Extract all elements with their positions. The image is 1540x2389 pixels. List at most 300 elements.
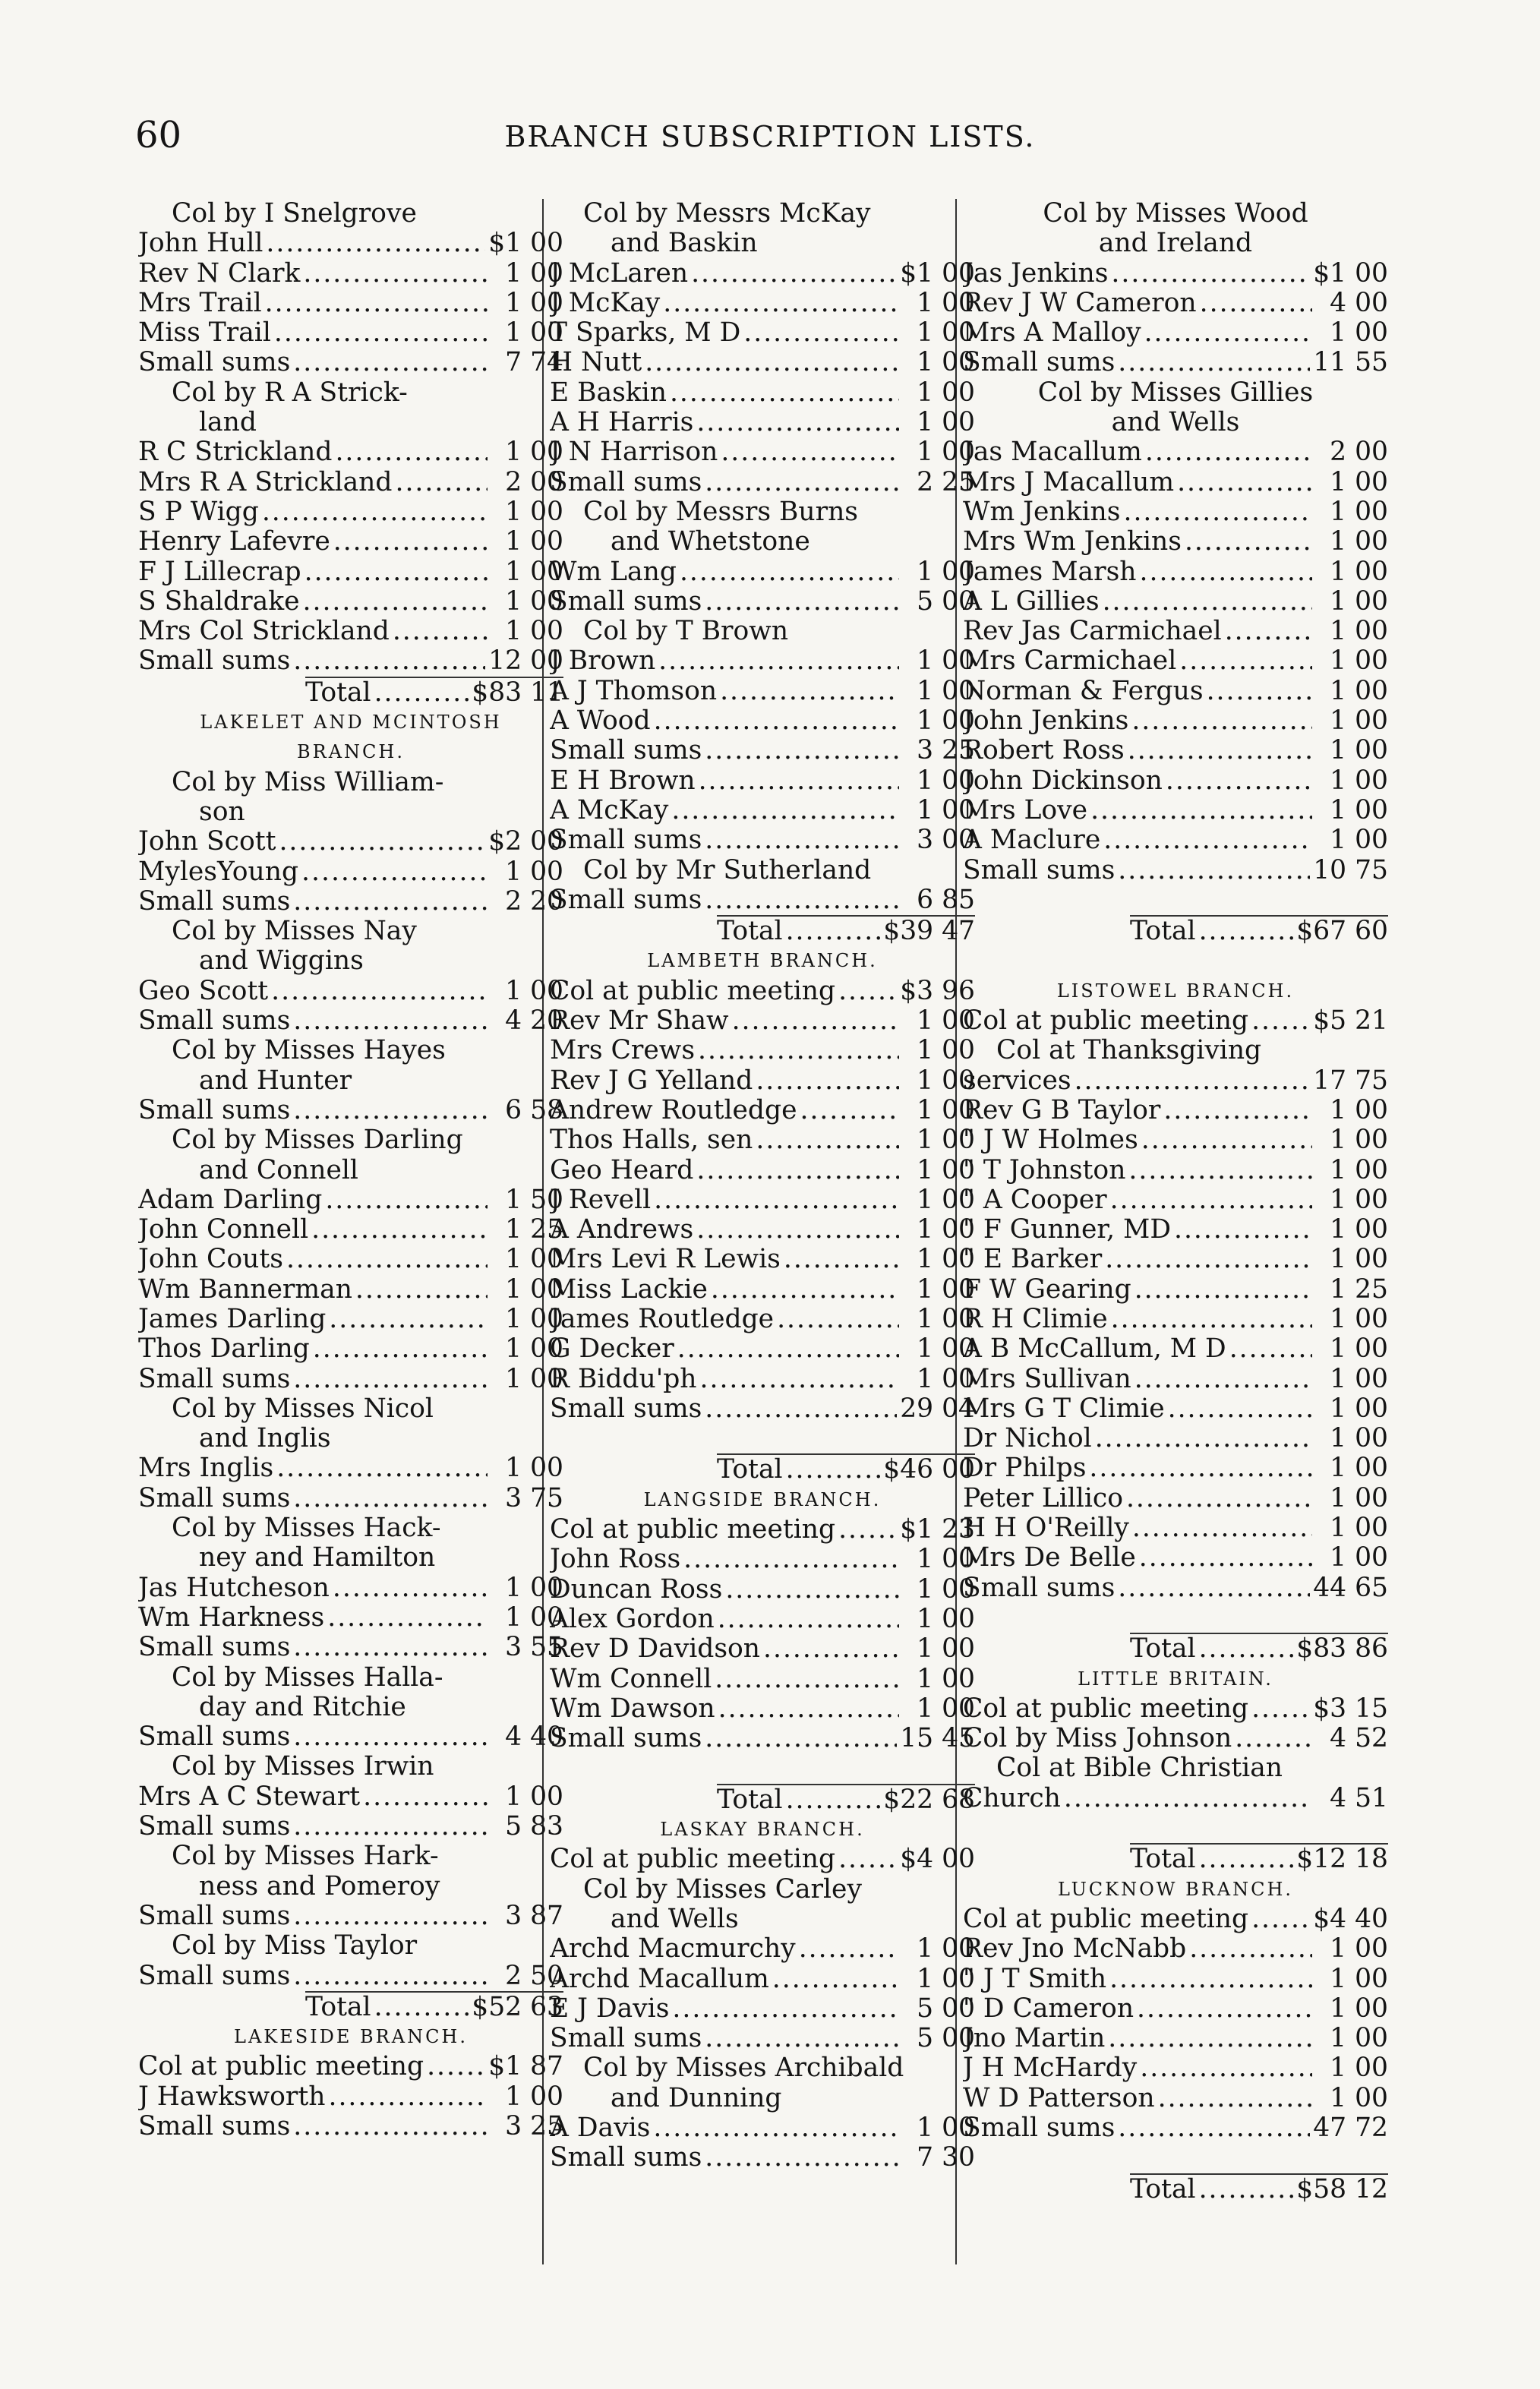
amount: 17 75: [1313, 1065, 1388, 1096]
leader-dots: [721, 437, 899, 467]
subscriber-name: MylesYoung: [138, 857, 299, 887]
subscriber-name: " E Barker: [963, 1245, 1103, 1275]
total-amount: $46 00: [883, 1454, 975, 1485]
subscription-entry: [138, 1901, 563, 1931]
subscriber-name: Rev Jno McNabb: [963, 1934, 1187, 1965]
leader-dots: [1103, 825, 1312, 855]
total-amount: $52 63: [472, 1991, 563, 2022]
subscriber-name: Church: [963, 1783, 1061, 1813]
branch-total: [717, 915, 975, 946]
branch-total: [1130, 2173, 1388, 2204]
subscriber-name: Mrs G T Climie: [963, 1393, 1165, 1424]
subscription-entry: [963, 527, 1388, 557]
subscription-entry: [550, 677, 975, 706]
leader-dots: [293, 1006, 488, 1036]
subscriber-name: Archd Macmurchy: [550, 1934, 796, 1965]
subscriber-name: Archd Macallum: [550, 1964, 769, 1994]
subscription-entry: [963, 1724, 1388, 1753]
leader-dots: [1089, 1453, 1312, 1483]
subscription-entry: [138, 1633, 563, 1662]
subscription-entry: [963, 1453, 1388, 1483]
subscriber-name: Thos Halls, sen: [550, 1125, 753, 1156]
branch-total: [305, 1991, 563, 2022]
subscriber-name: Mrs De Belle: [963, 1543, 1136, 1573]
leader-dots: [1174, 1215, 1312, 1245]
subscriber-name: Duncan Ross: [550, 1574, 723, 1605]
collector-heading: and Connell: [199, 1154, 358, 1185]
subscriber-name: " T Johnston: [963, 1155, 1126, 1185]
leader-dots: [293, 2112, 488, 2141]
leader-dots: [670, 378, 899, 408]
subscription-entry: [963, 497, 1388, 527]
amount: 1 00: [917, 2113, 975, 2143]
leader-dots: [1145, 437, 1312, 467]
subscriber-name: Mrs A C Stewart: [138, 1781, 361, 1812]
subscriber-name: J McLaren: [550, 258, 689, 289]
amount: $5 21: [1313, 1006, 1388, 1037]
subscriber-name: Wm Lang: [550, 557, 677, 587]
amount: 1 00: [1330, 2024, 1388, 2054]
leader-dots: [658, 646, 899, 676]
amount: 1 00: [505, 1781, 563, 1812]
subscriber-name: Mrs Inglis: [138, 1453, 274, 1484]
leader-dots: [743, 318, 899, 348]
leader-dots: [271, 977, 488, 1006]
amount: 1 00: [1330, 557, 1388, 587]
branch-heading: LAKELET AND MCINTOSH: [200, 712, 502, 734]
spacer: [550, 1753, 975, 1783]
leader-dots: [705, 2024, 899, 2053]
collector-heading: Col by R A Strick-: [172, 377, 408, 408]
leader-dots: [293, 646, 485, 676]
amount: 3 55: [505, 1633, 563, 1663]
total-label: Total: [1130, 916, 1196, 947]
subscription-entry: [963, 796, 1388, 825]
collector-heading: Col by I Snelgrove: [172, 198, 417, 229]
amount: 1 00: [917, 1545, 975, 1575]
collector-heading: and Baskin: [611, 228, 758, 259]
subscriber-name: Rev D Davidson: [550, 1634, 761, 1665]
subscriber-name: services: [963, 1065, 1071, 1096]
subscriber-name: A J Thomson: [550, 676, 718, 706]
subscriber-name: Robert Ross: [963, 736, 1125, 766]
collector-heading: and Dunning: [611, 2082, 782, 2113]
subscriber-name: Small sums: [550, 825, 702, 856]
leader-dots: [705, 885, 899, 915]
subscriber-name: Dr Nichol: [963, 1424, 1092, 1454]
subscriber-name: Norman & Fergus: [963, 676, 1204, 706]
amount: 1 00: [917, 1334, 975, 1365]
branch-heading: LISTOWEL BRANCH.: [1056, 980, 1295, 1002]
leader-dots: [1128, 736, 1312, 765]
amount: 1 00: [917, 1934, 975, 1965]
amount: 1 00: [917, 408, 975, 438]
amount: 1 00: [505, 1304, 563, 1334]
subscriber-name: Col at public meeting: [963, 1693, 1249, 1724]
leader-dots: [1189, 1934, 1312, 1964]
collector-heading: Col by Misses Archibald: [583, 2053, 904, 2084]
total-label: Total: [717, 1784, 783, 1815]
subscription-entry: [550, 646, 975, 676]
subscription-entry: [138, 1334, 563, 1364]
subscription-entry: [550, 885, 975, 915]
leader-dots: [333, 1573, 488, 1603]
collector-heading: Col by Mr Sutherland: [583, 854, 872, 885]
leader-dots: [705, 1724, 897, 1753]
leader-dots: [293, 1722, 488, 1752]
leader-dots: [1251, 1694, 1310, 1724]
subscriber-name: Small sums: [963, 1573, 1116, 1603]
leader-dots: [711, 1275, 899, 1305]
collector-heading: Col at Thanksgiving: [996, 1035, 1262, 1066]
subscription-entry: [138, 1305, 563, 1334]
subscription-entry: [550, 796, 975, 825]
branch-total: [1130, 1843, 1388, 1874]
leader-dots: [1103, 587, 1312, 617]
amount: 5 83: [505, 1812, 563, 1842]
subscription-entry: [138, 1484, 563, 1513]
amount: 1 00: [917, 1245, 975, 1275]
subscriber-name: Thos Darling: [138, 1334, 310, 1365]
leader-dots: [799, 1934, 899, 1964]
subscription-entry: [963, 1245, 1388, 1274]
amount: 1 00: [1330, 318, 1388, 349]
amount: $1 00: [900, 258, 975, 289]
leader-dots: [1225, 617, 1312, 646]
subscriber-name: Rev J G Yelland: [550, 1065, 753, 1096]
subscriber-name: A H Harris: [550, 408, 694, 438]
subscription-entry: [550, 2143, 975, 2173]
leader-dots: [1251, 1905, 1310, 1934]
leader-dots: [1139, 1543, 1312, 1573]
amount: 1 00: [1330, 676, 1388, 706]
subscription-entry: [138, 1215, 563, 1245]
amount: $4 40: [1313, 1904, 1388, 1934]
leader-dots: [1109, 1965, 1312, 1994]
subscription-entry: [963, 706, 1388, 736]
amount: 7 30: [917, 2143, 975, 2173]
amount: 6 85: [917, 885, 975, 915]
amount: 1 00: [917, 1155, 975, 1185]
collector-heading: Col by Miss Taylor: [172, 1930, 418, 1961]
leader-dots: [363, 1782, 488, 1812]
subscription-entry: [138, 1245, 563, 1274]
leader-dots: [1251, 1006, 1310, 1036]
collector-heading: Col by Misses Darling: [172, 1125, 463, 1156]
subscriber-name: " J W Holmes: [963, 1125, 1138, 1156]
collector-heading: Col by Misses Nicol: [172, 1393, 434, 1424]
leader-dots: [1111, 259, 1310, 289]
amount: 2 50: [505, 1961, 563, 1991]
leader-dots: [355, 1275, 488, 1305]
amount: 1 00: [505, 976, 563, 1006]
subscriber-name: Mrs J Macallum: [963, 467, 1175, 497]
subscriber-name: Miss Trail: [138, 318, 271, 349]
leader-dots: [720, 677, 899, 706]
leader-dots: [696, 1156, 899, 1185]
leader-dots: [1200, 289, 1312, 318]
subscription-entry: [138, 318, 563, 348]
subscriber-name: Mrs Wm Jenkins: [963, 527, 1182, 557]
subscriber-name: Mrs Levi R Lewis: [550, 1245, 781, 1275]
leader-dots: [838, 1515, 897, 1545]
subscriber-name: " F Gunner, MD: [963, 1215, 1171, 1245]
subscriber-name: J McKay: [550, 288, 661, 318]
spacer: [963, 946, 1388, 976]
subscription-entry: [550, 1156, 975, 1185]
subscription-entry: [138, 557, 563, 587]
collector-heading: and Wells: [611, 1903, 739, 1934]
leader-dots: [266, 229, 485, 258]
leader-dots: [293, 1096, 488, 1125]
subscription-entry: [138, 857, 563, 887]
leader-dots: [329, 1305, 488, 1334]
subscription-entry: [550, 1185, 975, 1215]
subscriber-name: J Brown: [550, 646, 656, 677]
subscriber-name: " J T Smith: [963, 1964, 1107, 1994]
collector-heading: Col by Misses Irwin: [172, 1751, 434, 1782]
collector-heading: Col by Misses Carley: [583, 1873, 862, 1905]
leader-dots: [1229, 1334, 1312, 1364]
collector-heading: and Wells: [1111, 407, 1240, 438]
amount: 1 00: [1330, 467, 1388, 497]
leader-dots: [705, 736, 899, 765]
amount: 2 00: [1330, 437, 1388, 468]
leader-dots: [786, 917, 881, 946]
leader-dots: [303, 259, 488, 289]
subscriber-name: R Biddu'ph: [550, 1364, 697, 1394]
leader-dots: [705, 825, 899, 855]
subscription-entry: [963, 736, 1388, 765]
amount: 1 00: [1330, 1095, 1388, 1125]
leader-dots: [293, 1365, 488, 1394]
amount: 12 00: [488, 646, 563, 677]
amount: 1 00: [1330, 617, 1388, 647]
subscription-entry: [550, 1096, 975, 1125]
subscriber-name: Col at public meeting: [963, 1006, 1249, 1037]
running-head: BRANCH SUBSCRIPTION LISTS.: [504, 120, 1036, 153]
subscription-entry: [138, 977, 563, 1006]
leader-dots: [696, 408, 899, 437]
amount: 1 00: [1330, 765, 1388, 796]
amount: 1 00: [917, 1574, 975, 1605]
subscription-entry: [550, 1634, 975, 1664]
subscriber-name: J Hawksworth: [138, 2081, 326, 2112]
subscriber-name: Wm Dawson: [550, 1693, 715, 1724]
subscription-entry: [963, 1275, 1388, 1305]
amount: 4 52: [1330, 1724, 1388, 1754]
subscriber-name: Mrs A Malloy: [963, 318, 1141, 349]
spacer: [550, 1424, 975, 1453]
subscription-entry: [550, 1994, 975, 2024]
amount: 1 00: [505, 617, 563, 647]
subscriber-name: J Revell: [550, 1185, 652, 1215]
amount: 29 04: [900, 1393, 975, 1424]
subscriber-name: Small sums: [550, 736, 702, 766]
leader-dots: [1199, 917, 1294, 946]
subscriber-name: W D Patterson: [963, 2083, 1155, 2113]
subscriber-name: Small sums: [963, 855, 1116, 885]
subscription-entry: [550, 1334, 975, 1364]
subscriber-name: Mrs Carmichael: [963, 646, 1177, 677]
subscriber-name: Geo Heard: [550, 1155, 694, 1185]
subscriber-name: Jas Hutcheson: [138, 1573, 330, 1603]
subscriber-name: Small sums: [138, 1633, 291, 1663]
leader-dots: [1166, 766, 1312, 796]
amount: 1 00: [505, 2081, 563, 2112]
amount: 1 00: [917, 1215, 975, 1245]
amount: 1 00: [917, 1036, 975, 1066]
leader-dots: [705, 468, 899, 497]
subscription-entry: [963, 1215, 1388, 1245]
amount: 1 00: [505, 1602, 563, 1633]
total-label: Total: [717, 916, 783, 947]
subscription-entry: [138, 1722, 563, 1752]
subscription-entry: [963, 1513, 1388, 1543]
subscription-entry: [963, 1156, 1388, 1185]
leader-dots: [1235, 1724, 1312, 1753]
subscriber-name: Miss Lackie: [550, 1274, 708, 1305]
amount: 2 20: [505, 886, 563, 917]
collector-heading: Col by T Brown: [583, 616, 789, 647]
leader-dots: [1095, 1424, 1312, 1453]
subscription-entry: [963, 1305, 1388, 1334]
amount: 1 00: [917, 1095, 975, 1125]
leader-dots: [756, 1125, 899, 1155]
amount: 1 00: [1330, 1304, 1388, 1334]
amount: 1 00: [505, 288, 563, 318]
subscriber-name: A Maclure: [963, 825, 1101, 856]
subscription-entry: [963, 1006, 1388, 1036]
collector-heading: Col by Misses Wood: [1043, 198, 1308, 229]
subscriber-name: S Shaldrake: [138, 586, 300, 617]
leader-dots: [653, 2113, 899, 2143]
amount: 1 00: [1330, 1334, 1388, 1365]
subscription-entry: [550, 1365, 975, 1394]
leader-dots: [305, 557, 488, 587]
leader-dots: [1108, 2024, 1312, 2053]
collector-heading: Col at Bible Christian: [996, 1753, 1283, 1784]
amount: 1 00: [505, 586, 563, 617]
subscription-entry: [550, 1125, 975, 1155]
subscriber-name: Small sums: [138, 348, 291, 378]
subscription-entry: [963, 318, 1388, 348]
collector-heading: Col by Misses Hark-: [172, 1841, 439, 1872]
leader-dots: [1140, 557, 1312, 587]
subscription-entry: [963, 1394, 1388, 1424]
subscription-entry: [963, 1934, 1388, 1964]
leader-dots: [279, 827, 485, 857]
subscriber-name: Small sums: [963, 2113, 1116, 2143]
subscription-entry: [138, 827, 563, 857]
subscriber-name: Small sums: [138, 1722, 291, 1753]
leader-dots: [327, 1603, 488, 1633]
subscriber-name: Col at public meeting: [550, 1845, 836, 1875]
subscriber-name: Small sums: [550, 1724, 702, 1754]
subscription-entry: [138, 1961, 563, 1991]
spacer: [963, 2143, 1388, 2173]
amount: 1 00: [917, 437, 975, 468]
leader-dots: [1207, 677, 1312, 706]
leader-dots: [293, 1901, 488, 1931]
amount: 1 00: [505, 1573, 563, 1603]
subscription-entry: [550, 1545, 975, 1574]
leader-dots: [293, 1484, 488, 1513]
amount: $1 87: [488, 2052, 563, 2082]
subscription-entry: [138, 1185, 563, 1215]
leader-dots: [718, 1605, 899, 1634]
total-label: Total: [305, 1991, 371, 2022]
amount: 1 00: [917, 676, 975, 706]
subscription-entry: [963, 2113, 1388, 2143]
amount: 1 00: [1330, 497, 1388, 527]
subscriber-name: John Couts: [138, 1245, 283, 1275]
leader-dots: [705, 1394, 897, 1424]
subscription-entry: [138, 437, 563, 467]
amount: 1 00: [505, 527, 563, 557]
amount: 1 00: [1330, 736, 1388, 766]
subscriber-name: J H McHardy: [963, 2053, 1138, 2084]
total-label: Total: [717, 1454, 783, 1485]
total-label: Total: [1130, 1633, 1196, 1665]
amount: 44 65: [1313, 1573, 1388, 1603]
subscription-entry: [550, 1036, 975, 1065]
total-amount: $67 60: [1296, 916, 1388, 947]
amount: 1 00: [917, 1664, 975, 1694]
page-number: 60: [135, 114, 182, 156]
subscription-entry: [138, 1782, 563, 1812]
subscription-entry: [550, 1665, 975, 1694]
subscription-entry: [138, 497, 563, 527]
collector-heading: and Ireland: [1098, 228, 1253, 259]
subscription-entry: [138, 2112, 563, 2141]
subscription-entry: [550, 289, 975, 318]
subscriber-name: Col at public meeting: [550, 1515, 836, 1545]
leader-dots: [293, 1633, 488, 1662]
amount: 1 00: [917, 646, 975, 677]
subscriber-name: Small sums: [138, 1095, 291, 1125]
branch-heading: LANGSIDE BRANCH.: [643, 1488, 882, 1510]
subscription-entry: [963, 1365, 1388, 1394]
subscription-entry: [550, 1006, 975, 1036]
collector-heading: Col by Misses Gillies: [1037, 377, 1314, 408]
subscription-entry: [963, 2024, 1388, 2053]
amount: 5 00: [917, 2024, 975, 2054]
subscription-entry: [963, 1424, 1388, 1453]
subscriber-name: James Marsh: [963, 557, 1137, 587]
leader-dots: [1158, 2084, 1312, 2113]
subscription-entry: [963, 1694, 1388, 1724]
subscription-entry: [138, 468, 563, 497]
amount: 10 75: [1313, 855, 1388, 885]
amount: 1 00: [505, 318, 563, 349]
amount: 11 55: [1313, 348, 1388, 378]
amount: 1 00: [505, 557, 563, 587]
amount: $4 00: [900, 1845, 975, 1875]
leader-dots: [696, 1215, 899, 1245]
subscriber-name: A Wood: [550, 706, 651, 737]
amount: 1 00: [505, 1453, 563, 1484]
subscription-entry: [550, 1275, 975, 1305]
leader-dots: [645, 348, 899, 377]
subscriber-name: Mrs Love: [963, 795, 1088, 825]
amount: 1 00: [1330, 825, 1388, 856]
subscription-entry: [963, 2053, 1388, 2083]
subscriber-name: R H Climie: [963, 1304, 1108, 1334]
amount: 1 00: [917, 377, 975, 408]
amount: 1 00: [1330, 1964, 1388, 1994]
subscription-entry: [963, 348, 1388, 377]
